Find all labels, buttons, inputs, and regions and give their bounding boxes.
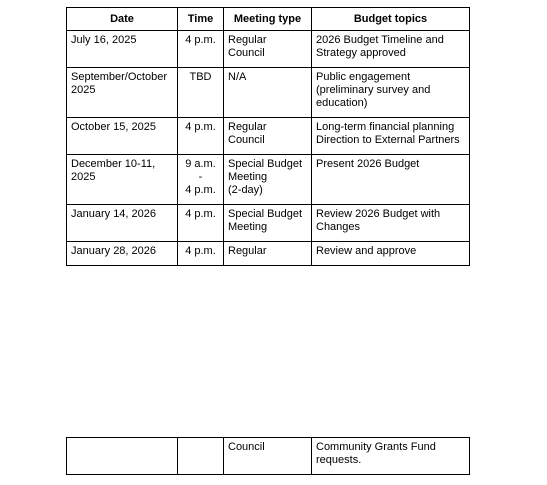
cell-topics-line: Review 2026 Budget with [316, 208, 441, 220]
cell-time [178, 31, 224, 68]
cell-topics-line: Direction to External Partners [316, 134, 460, 146]
cell-type [224, 242, 312, 266]
cell-type [224, 155, 312, 205]
header-date: Date [67, 8, 178, 31]
table-row [67, 68, 470, 118]
cell-topics-line: Changes [316, 221, 361, 233]
cell-time [178, 118, 224, 155]
cell-time-line: 9 a.m. [185, 158, 216, 170]
cell-topics-line: Long-term financial planning [316, 121, 455, 133]
cell-type-line: (2-day) [228, 184, 263, 196]
cell-topics-line: Present 2026 Budget [316, 158, 420, 170]
table-row [67, 155, 470, 205]
cell-time [178, 242, 224, 266]
cell-type-line: Council [228, 47, 265, 59]
cell-date-line: January 28, 2026 [71, 245, 157, 257]
cell-time-line: 4 p.m. [185, 121, 216, 133]
budget-schedule-table-continued [66, 437, 470, 475]
cell-topics-line: Community Grants Fund [316, 441, 436, 453]
cell-date [67, 68, 178, 118]
cell-type [224, 118, 312, 155]
cell-date [67, 118, 178, 155]
cell-type [224, 438, 312, 475]
cell-topics [312, 155, 470, 205]
cell-type [224, 31, 312, 68]
cell-date-line: December 10-11, [71, 158, 156, 170]
cell-time-line: 4 p.m. [185, 208, 216, 220]
cell-time-line: 4 p.m. [185, 184, 216, 196]
cell-time-line: TBD [189, 71, 212, 83]
cell-topics-line: education) [316, 97, 368, 109]
table-row [67, 242, 470, 266]
table-body-continued [67, 438, 470, 475]
cell-topics [312, 205, 470, 242]
cell-type-line: Meeting [228, 221, 268, 233]
cell-date-line: 2025 [71, 171, 96, 183]
cell-type-line: Regular [228, 121, 267, 133]
cell-topics-line: (preliminary survey and [316, 84, 431, 96]
cell-date [67, 438, 178, 475]
cell-type-line: Council [228, 441, 265, 453]
cell-time-line: 4 p.m. [185, 245, 216, 257]
cell-date-line: July 16, 2025 [71, 34, 137, 46]
cell-topics-line: 2026 Budget Timeline and [316, 34, 444, 46]
cell-time [178, 155, 224, 205]
cell-topics [312, 31, 470, 68]
table-body [67, 31, 470, 266]
header-budget-topics: Budget topics [312, 8, 470, 31]
cell-topics [312, 242, 470, 266]
cell-date-line: January 14, 2026 [71, 208, 157, 220]
table-row [67, 205, 470, 242]
cell-topics-line: Review and approve [316, 245, 417, 257]
header-meeting-type: Meeting type [224, 8, 312, 31]
cell-date [67, 242, 178, 266]
cell-type-line: N/A [228, 71, 247, 83]
cell-time-line: 4 p.m. [185, 34, 216, 46]
cell-topics-line: Public engagement [316, 71, 411, 83]
cell-time [178, 438, 224, 475]
cell-type [224, 205, 312, 242]
cell-date [67, 31, 178, 68]
cell-date [67, 205, 178, 242]
table-header-row [67, 8, 470, 31]
table-row [67, 118, 470, 155]
cell-topics [312, 68, 470, 118]
cell-type [224, 68, 312, 118]
budget-schedule-table [66, 7, 470, 266]
cell-type-line: Special Budget [228, 208, 302, 220]
cell-topics-line: Strategy approved [316, 47, 406, 59]
table-row [67, 438, 470, 475]
cell-topics-line: requests. [316, 454, 362, 466]
cell-date [67, 155, 178, 205]
cell-topics [312, 118, 470, 155]
cell-time [178, 68, 224, 118]
cell-type-line: Council [228, 134, 265, 146]
header-time: Time [178, 8, 224, 31]
cell-date-line: October 15, 2025 [71, 121, 157, 133]
cell-time-line: - [198, 171, 203, 183]
cell-time [178, 205, 224, 242]
table-row [67, 31, 470, 68]
cell-type-line: Regular [228, 34, 267, 46]
cell-type-line: Regular [228, 245, 267, 257]
cell-date-line: 2025 [71, 84, 96, 96]
cell-type-line: Meeting [228, 171, 268, 183]
cell-topics [312, 438, 470, 475]
cell-date-line: September/October [71, 71, 167, 83]
cell-type-line: Special Budget [228, 158, 302, 170]
